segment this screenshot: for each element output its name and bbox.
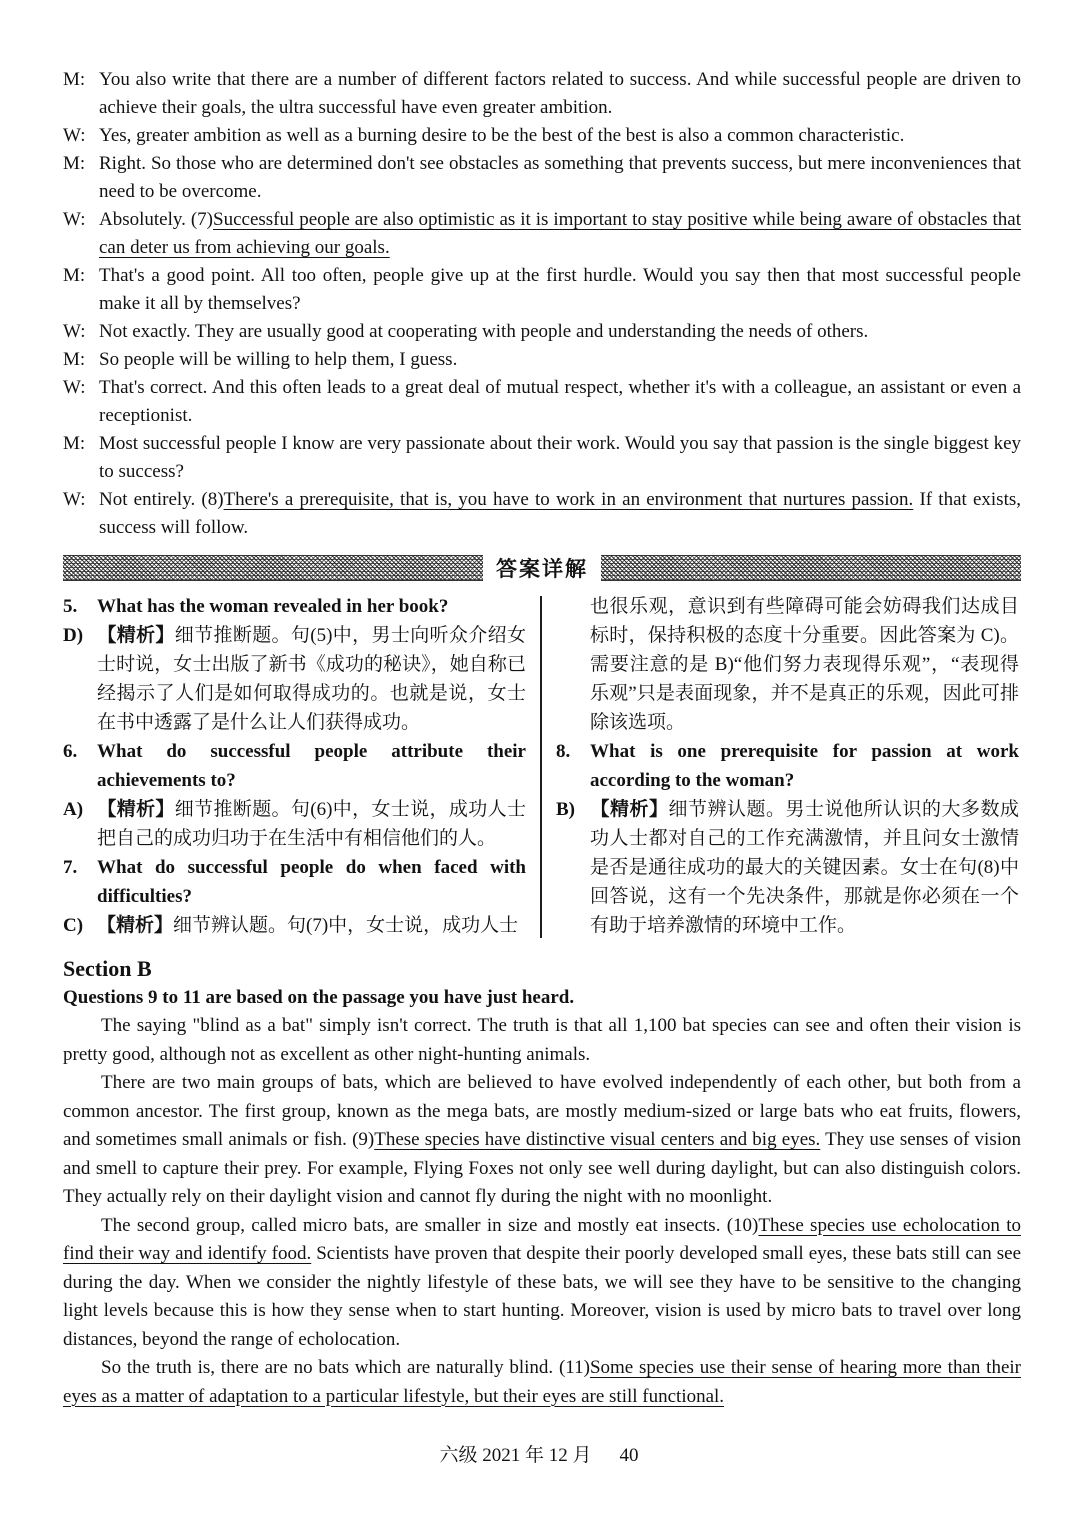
dialogue-text: Yes, greater ambition as well as a burning desire to be the best of the best is also a common characteristic.	[99, 125, 905, 146]
explanation-5	[63, 621, 526, 737]
passage-text: There are two main groups of bats, which are believed to have evolved independently of each other, but both from a common ancestor. The first group, known as the mega bats, are mostly medium-sized or large bats who eat fruits, flowers, and sometimes small animals or fish. (9)	[63, 1072, 1021, 1150]
speaker-label: M:	[63, 265, 86, 286]
answer-key-title: 答案详解	[496, 558, 588, 581]
question-number: 6.	[63, 741, 78, 762]
page-number: 40	[619, 1445, 639, 1466]
dialogue-text: If that exists, success will follow.	[99, 489, 1021, 538]
explanation-7	[63, 911, 526, 940]
passage-paragraph	[63, 1069, 1021, 1212]
dialogue-text: Not exactly. They are usually good at cooperating with people and understanding the needs of others.	[99, 321, 869, 342]
question-8	[556, 737, 1019, 795]
dialogue-turn	[63, 122, 1021, 150]
explanation-6	[63, 795, 526, 853]
dialogue-turn	[63, 430, 1021, 486]
dialogue-turn	[63, 346, 1021, 374]
passage-text: The saying "blind as a bat" simply isn't correct. The truth is that all 1,100 bat species can see and often their vision is pretty good, although not as excellent as other night-hunting animals.	[63, 1015, 1021, 1065]
dialogue-text: Right. So those who are determined don't see obstacles as something that prevents success, but mere inconveniences that need to be overcome.	[99, 153, 1021, 202]
dialogue-turn	[63, 206, 1021, 262]
speaker-label: M:	[63, 433, 86, 454]
question-number: 5.	[63, 596, 78, 617]
dialogue-turn	[63, 486, 1021, 542]
hatch-texture-left	[63, 555, 483, 581]
explanation-text: 细节辨认题。句(7)中，女士说，成功人士	[173, 915, 519, 936]
passage-text: The second group, called micro bats, are smaller in size and mostly eat insects. (10)	[101, 1214, 759, 1236]
dialogue-turn	[63, 150, 1021, 206]
explanation-7-continued: 也很乐观，意识到有些障碍可能会妨碍我们达成目标时，保持积极的态度十分重要。因此答案为 C)。需要注意的是 B)“他们努力表现得乐观”，“表现得乐观”只是表面现象，并不是真正的乐观，因此可排除该选项。	[590, 596, 1019, 733]
speaker-label: W:	[63, 125, 86, 146]
answer-letter: D)	[63, 625, 84, 646]
passage-paragraph	[63, 1212, 1021, 1355]
passage-text: So the truth is, there are no bats which are naturally blind. (11)	[101, 1357, 590, 1378]
speaker-label: M:	[63, 69, 86, 90]
speaker-label: W:	[63, 489, 86, 510]
question-text: What do successful people attribute their achievements to?	[97, 741, 526, 791]
speaker-label: M:	[63, 153, 86, 174]
analysis-tag: 【精析】	[97, 625, 175, 646]
dialogue-text: You also write that there are a number of different factors related to success. And while successful people are driven to achieve their goals, the ultra successful have even greater ambition.	[99, 69, 1021, 118]
answer-column-right	[556, 592, 1019, 940]
question-5	[63, 592, 526, 621]
answer-key-header	[63, 553, 1021, 583]
answer-letter: B)	[556, 799, 575, 820]
section-b-heading: Section B	[63, 956, 152, 981]
dialogue-text: Absolutely. (7)	[99, 209, 214, 230]
answer-column-left	[63, 592, 526, 940]
passage-text: Scientists have proven that despite their poorly developed small eyes, these bats still can see during the day. When we consider the nightly lifestyle of these bats, we will see they have to be sensitive to the changing light levels because this is how they sense when to start hunting. Moreover, vision is used by micro bats to travel over long distances, beyond the range of echolocation.	[63, 1243, 1022, 1350]
dialogue-turn	[63, 374, 1021, 430]
speaker-label: W:	[63, 209, 86, 230]
underlined-answer-8: There's a prerequisite, that is, you have to work in an environment that nurtures passion.	[223, 489, 914, 510]
dialogue-turn	[63, 262, 1021, 318]
question-number: 7.	[63, 857, 78, 878]
answer-columns	[63, 592, 1021, 940]
speaker-label: W:	[63, 321, 86, 342]
hatch-texture-right	[601, 555, 1021, 581]
speaker-label: M:	[63, 349, 86, 370]
dialogue-text: Most successful people I know are very passionate about their work. Would you say that passion is the single biggest key to success?	[99, 433, 1021, 482]
dialogue-text: Not entirely. (8)	[99, 489, 224, 510]
explanation-text: 细节推断题。句(6)中，女士说，成功人士把自己的成功归功于在生活中有相信他们的人。	[97, 799, 526, 849]
question-text: What do successful people do when faced with difficulties?	[97, 857, 526, 907]
listening-passage	[63, 1012, 1021, 1411]
explanation-text: 细节辨认题。男士说他所认识的大多数成功人士都对自己的工作充满激情，并且问女士激情是否是通往成功的最大的关键因素。女士在句(8)中回答说，这有一个先决条件，那就是你必须在一个有助于培养激情的环境中工作。	[590, 799, 1019, 936]
explanation-text: 细节推断题。句(5)中，男士向听众介绍女士时说，女士出版了新书《成功的秘诀》，她自称已经揭示了人们是如何取得成功的。也就是说，女士在书中透露了是什么让人们获得成功。	[97, 625, 526, 733]
analysis-tag: 【精析】	[590, 799, 669, 820]
answer-letter: C)	[63, 915, 84, 936]
analysis-tag: 【精析】	[97, 915, 174, 936]
underlined-answer-9: These species have distinctive visual centers and big eyes.	[374, 1129, 821, 1150]
answer-letter: A)	[63, 799, 84, 820]
passage-text: They use senses of vision and smell to capture their prey. For example, Flying Foxes not only see well during daylight, but can also distinguish colors. They actually rely on their daylight vision and cannot fly during the night with no moonlight.	[63, 1129, 1021, 1207]
page-footer	[0, 1440, 1078, 1467]
question-number: 8.	[556, 741, 571, 762]
page-content	[63, 66, 1021, 1411]
section-b-directions: Questions 9 to 11 are based on the passage you have just heard.	[63, 987, 575, 1008]
column-divider	[540, 596, 542, 938]
underlined-answer-10: These species use echolocation to find their way and identify food.	[63, 1214, 1021, 1264]
dialogue-turn	[63, 66, 1021, 122]
dialogue-transcript	[63, 66, 1021, 542]
dialogue-text: So people will be willing to help them, I guess.	[99, 349, 458, 370]
question-7	[63, 853, 526, 911]
question-text: What has the woman revealed in her book?	[97, 596, 449, 617]
dialogue-text: That's a good point. All too often, people give up at the first hurdle. Would you say then that most successful people make it all by themselves?	[99, 265, 1021, 314]
passage-paragraph	[63, 1012, 1021, 1069]
dialogue-turn	[63, 318, 1021, 346]
question-6	[63, 737, 526, 795]
question-text: What is one prerequisite for passion at work according to the woman?	[590, 741, 1019, 791]
underlined-answer-11: Some species use their sense of hearing more than their eyes as a matter of adaptation to a particular lifestyle, but their eyes are still functional.	[63, 1357, 1021, 1407]
dialogue-text: That's correct. And this often leads to a great deal of mutual respect, whether it's with a colleague, an assistant or even a receptionist.	[99, 377, 1021, 426]
speaker-label: W:	[63, 377, 86, 398]
footer-exam-label: 六级 2021 年 12 月	[439, 1445, 592, 1466]
underlined-answer-7: Successful people are also optimistic as it is important to stay positive while being aware of obstacles that can deter us from achieving our goals.	[99, 209, 1022, 258]
passage-paragraph	[63, 1354, 1021, 1411]
explanation-8	[556, 795, 1019, 940]
analysis-tag: 【精析】	[97, 799, 175, 820]
